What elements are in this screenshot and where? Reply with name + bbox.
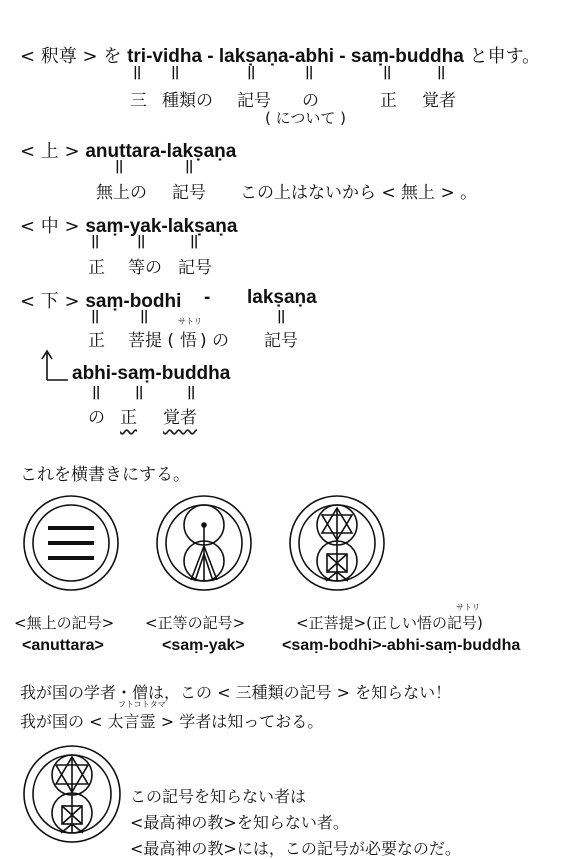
abhi-gloss-no: の — [88, 408, 105, 428]
final-symbol-icon — [22, 744, 122, 844]
scholars-aware — [20, 709, 323, 732]
gloss-enlightened: 覚者 — [422, 91, 456, 111]
upper-term: anuttara-lakṣaṇa — [85, 141, 237, 162]
futokotodama-ruby: フトコトタマ — [118, 700, 166, 709]
scholars-aware-lead: 我が国の < — [20, 712, 108, 731]
equals-mark: || — [91, 309, 99, 324]
intro-tail: と申す。 — [463, 46, 541, 67]
gloss-kinds: 種類の — [162, 91, 213, 111]
scholars-unaware: 我が国の学者・僧は，この < 三種類の記号 > を知らない！ — [20, 683, 452, 702]
equals-mark: || — [140, 309, 148, 324]
lower-term-laksana: lakṣaṇa — [247, 287, 317, 308]
abhi-gloss-enlightened: 覚者 — [163, 408, 197, 428]
samyak-label: <正等の記号> — [145, 614, 246, 632]
middle-line — [20, 212, 237, 238]
gloss-correct: 正 — [380, 91, 397, 111]
gloss-symbol: 記号 — [237, 91, 271, 111]
anuttara-label: <無上の記号> — [14, 614, 115, 632]
middle-term: saṃ-yak-lakṣaṇa — [85, 216, 238, 237]
scholars-aware-tail: > 学者は知っておる。 — [155, 712, 324, 731]
lower-gloss-symbol: 記号 — [264, 331, 298, 351]
satori-ruby: サトリ — [178, 317, 202, 326]
equals-mark: || — [185, 159, 193, 174]
gloss-no: の — [302, 91, 319, 111]
lower-gloss-no: ) の — [200, 331, 230, 351]
equals-mark: || — [92, 385, 100, 400]
upper-line — [20, 137, 236, 163]
abhi-gloss-correct: 正 — [120, 408, 137, 428]
gloss-three: 三 — [130, 91, 147, 111]
gloss-about-note: ( について ) — [265, 109, 346, 127]
middle-gloss-symbol: 記号 — [178, 258, 212, 278]
equals-mark: || — [133, 65, 141, 80]
upper-gloss-supreme: 無上の — [96, 183, 147, 203]
satori-ruby-label: サトリ — [456, 603, 480, 612]
equals-mark: || — [115, 159, 123, 174]
anuttara-term: <anuttara> — [22, 637, 104, 654]
equals-mark: || — [305, 65, 313, 80]
sambodhi-symbol-icon — [288, 494, 386, 592]
final-line-1: この記号を知らない者は — [130, 787, 307, 806]
lower-head: < 下 > — [20, 291, 86, 312]
upper-head: < 上 > — [20, 141, 86, 162]
intro-line — [20, 42, 540, 68]
final-line-2: <最高神の教>を知らない者。 — [130, 813, 349, 832]
intro-term: tri-vidha - lakṣaṇa-abhi - saṃ-buddha — [127, 46, 464, 67]
equals-mark: || — [247, 65, 255, 80]
sambodhi-term: <saṃ-bodhi>-abhi-saṃ-buddha — [282, 637, 521, 654]
equals-mark: || — [135, 385, 143, 400]
equals-mark: || — [437, 65, 445, 80]
middle-gloss-equal: 等の — [128, 258, 162, 278]
anuttara-symbol-icon — [22, 494, 120, 592]
equals-mark: || — [187, 385, 195, 400]
final-line-3: <最高神の教>には，この記号が必要なのだ。 — [130, 839, 461, 858]
equals-mark: || — [91, 234, 99, 249]
middle-gloss-correct: 正 — [88, 258, 105, 278]
upper-gloss-symbol: 記号 — [172, 183, 206, 203]
upper-note: この上はないから < 無上 > 。 — [240, 183, 478, 203]
samyak-symbol-icon — [155, 494, 253, 592]
lower-gloss-correct: 正 — [88, 331, 105, 351]
equals-mark: || — [383, 65, 391, 80]
abhi-gloss-emphasis — [120, 403, 197, 428]
lower-line — [20, 287, 181, 313]
equals-mark: || — [137, 234, 145, 249]
lower-term-sambodhi: saṃ-bodhi — [85, 291, 182, 312]
middle-head: < 中 > — [20, 216, 86, 237]
equals-mark: || — [277, 309, 285, 324]
equals-mark: || — [190, 234, 198, 249]
intro-lead: < 釈尊 > を — [20, 46, 128, 67]
lower-gloss-bodhi: 菩提 ( — [128, 331, 175, 351]
bracket-arrow-icon — [38, 348, 70, 382]
samyak-term: <saṃ-yak> — [162, 637, 245, 654]
abhi-term: abhi-saṃ-buddha — [72, 363, 231, 384]
horizontal-writing-note: これを横書きにする。 — [20, 465, 190, 485]
futokotodama-word: 太言霊 — [107, 712, 156, 731]
sambodhi-label: <正菩提>(正しい悟の記号) — [296, 614, 483, 632]
lower-gloss-satori: 悟 — [180, 331, 197, 351]
lower-dash: - — [204, 287, 211, 308]
equals-mark: || — [171, 65, 179, 80]
